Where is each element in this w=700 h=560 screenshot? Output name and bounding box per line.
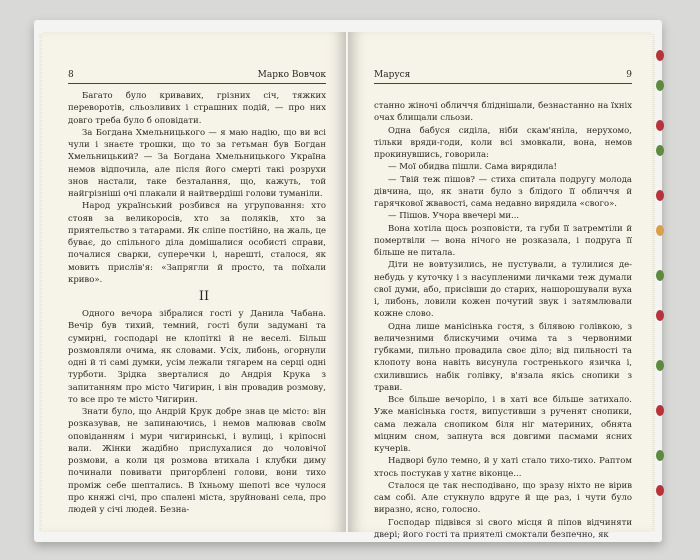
paragraph: Надворі було темно, й у хаті стало тихо-тихо. Раптом хтось постукав у хатнє віконце... bbox=[374, 456, 632, 479]
paragraph: Одного вечора зібралися гості у Данила Чабана. Вечір був тихий, темний, гості були задумані та сумирні, господарі не клопіткі й не веселі. Більш розмовляли очима, як словами. Усіх, либонь, огорнули одні й ті самі думки, усім лежали тягарем на серці одні турботи. Зрідка зверталися до Андрія Крука з запитанням про місто Чигирин, і він провадив розмову, то все про те місто Чигирин. bbox=[68, 309, 326, 405]
paragraph: Знати було, що Андрій Крук добре знав це місто: він розказував, не запинаючись, і немов малював своїм оповіданням і мури чигиринські, і вулиці, і кріпосні вали. Жінки жадібно прислухалися до чоловічої розмови, а коли ця розмова втихала і клубки диму починали повивати пригорблені голови, вони тихо проміж себе шептались. В їхньому шепоті все чулося про княжі січі, про спалені міста, зруйновані села, про людей у січі людей. Безна- bbox=[68, 407, 326, 515]
right-running-header bbox=[374, 70, 632, 84]
right-page-number: 9 bbox=[626, 70, 632, 80]
left-page bbox=[42, 32, 346, 532]
paragraph: — Мої обидва пішли. Сама вирядила! bbox=[388, 162, 557, 173]
left-running-header bbox=[68, 70, 326, 84]
right-page-edge bbox=[652, 34, 655, 532]
paragraph: Вона хотіла щось розповісти, та губи її затремтіли й помертвіли — вона нічого не розказала, і подруга її більше не питала. bbox=[374, 223, 632, 258]
paragraph: За Богдана Хмельницького — я маю надію, що ви всі чули і знаєте трошки, що то за гетьман був Богдан Хмельницький? — За Богдана Хмельницького Україна немов відпочила, але після його смерті такі розрухи знов настали, таке безталання, що, кажуть, той найгрізніші очі плакали й найтвердіші голови туманіли. bbox=[68, 127, 326, 199]
paragraph: Одна лише манісінька гостя, з білявою голівкою, з величезними блискучими очима та з червоними губками, пильно провадила своє діло; від пильності та клопоту вона навіть висунула гостренького язичка і, схилившись набік голівку, в'язала якісь снопики з трави. bbox=[374, 321, 632, 393]
paragraph: Діти не вовтузились, не пустували, а тулилися де-небудь у куточку і з насупленими личками теж думали свої думи, або, присівши до старих, нашорошували вуха і, либонь, ловили кожен почутий звук і затямлювали кожне слово. bbox=[374, 260, 632, 320]
paragraph: станно жіночі обличчя бліднішали, безнастанно на їхніх очах блищали сльози. bbox=[374, 101, 632, 124]
paragraph: Все більше вечоріло, і в хаті все більше затихало. Уже манісінька гостя, випустивши з рученят снопики, сама лежала снопиком біля ніг материних, обнята міцним сном, запнута вся довгими пасмами ясних кучерів. bbox=[374, 395, 632, 454]
open-book bbox=[26, 20, 671, 542]
paragraph: Сталося це так несподівано, що зразу ніхто не вірив сам собі. Але стукнуло вдруге й ще раз, і чути було виразно, ясно, голосно. bbox=[374, 480, 632, 516]
left-running-head: Марко Вовчок bbox=[257, 70, 326, 80]
left-page-number: 8 bbox=[68, 70, 74, 80]
paragraph: Народ український розбився на угруповання: хто стояв за великоросів, хто за поляків, хто за приятельство з татарами. Як сліпе постійно, на жаль, це буває, до спільного діла домішалися особисті справи, почалися сварки, суперечки і, нарешті, сталося, як мовить прислів'я: «Запрягли й просто, та поїхали криво». bbox=[68, 201, 326, 285]
paragraph: — Твій теж пішов? — стиха спитала подругу молода дівчина, що, як знати було з блідого її обличчя й гарячкової жвавості, сама недавно вирядила «свого». bbox=[374, 174, 632, 209]
left-page-body bbox=[68, 90, 326, 516]
right-page bbox=[348, 32, 652, 540]
right-running-head: Маруся bbox=[374, 70, 411, 80]
paragraph: Господар підвівся зі свого місця й піпов відчиняти двері; його гості та приятелі смоктали безпечно, як bbox=[374, 517, 632, 540]
paragraph: — Пішов. Учора ввечері ми... bbox=[388, 211, 520, 222]
right-page-body bbox=[374, 100, 632, 541]
section-heading: II bbox=[198, 289, 210, 304]
paragraph: Багато було кривавих, грізних січ, тяжких переворотів, сльозливих і страшних подій, — про них довго треба було б оповідати. bbox=[68, 91, 326, 126]
paragraph: Одна бабуся сиділа, ніби скам'яніла, нерухомо, тільки вряди-годи, коли всі змовкали, вона, немов прокинувшись, говорила: bbox=[374, 125, 632, 160]
